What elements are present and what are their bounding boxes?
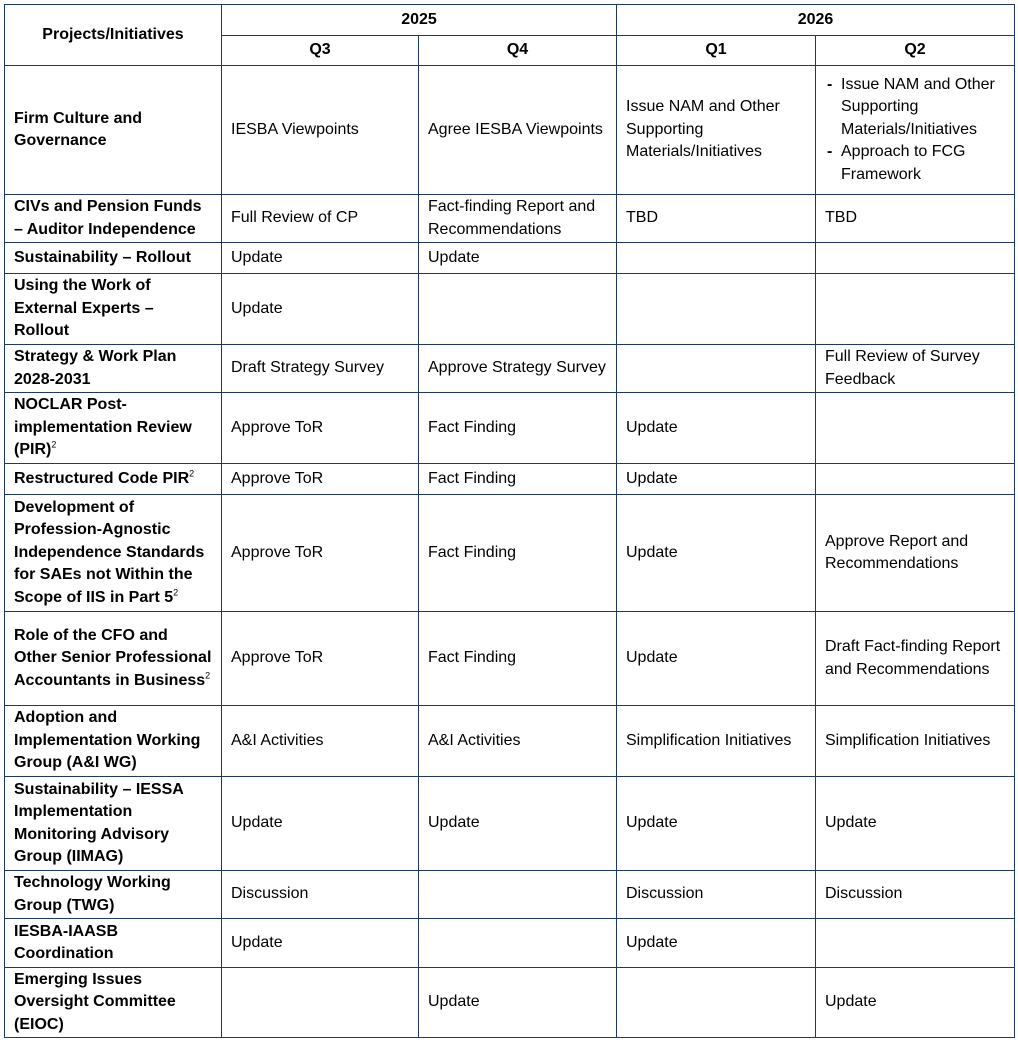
q2-2026-cell: TBD: [816, 195, 1015, 243]
table-row: [5, 393, 1015, 464]
project-name: Using the Work of External Experts – Rollout: [5, 274, 222, 345]
table-row: [5, 968, 1015, 1038]
q4-2025-cell: [419, 871, 617, 919]
q3-2025-cell: IESBA Viewpoints: [222, 66, 419, 195]
q2-2026-cell: Simplification Initiatives: [816, 706, 1015, 777]
q1-2026-cell: [617, 968, 816, 1038]
header-row-years: [5, 5, 1015, 36]
q1-2026-cell: Update: [617, 393, 816, 464]
q3-2025-cell: A&I Activities: [222, 706, 419, 777]
q2-2026-cell: [816, 66, 1015, 195]
table-row: [5, 495, 1015, 612]
project-name: Technology Working Group (TWG): [5, 871, 222, 919]
project-name: [5, 464, 222, 495]
q3-2025-cell: Update: [222, 243, 419, 274]
table-row: [5, 706, 1015, 777]
project-name: [5, 495, 222, 612]
q3-2025-cell: Update: [222, 919, 419, 968]
table-row: [5, 243, 1015, 274]
q4-2025-cell: Update: [419, 777, 617, 871]
q2-2026-cell: Full Review of Survey Feedback: [816, 345, 1015, 393]
projects-header: Projects/Initiatives: [5, 5, 222, 66]
table-row: [5, 195, 1015, 243]
project-name: Sustainability – IESSA Implementation Monitoring Advisory Group (IIMAG): [5, 777, 222, 871]
project-name: Strategy & Work Plan 2028-2031: [5, 345, 222, 393]
list-item: - Issue NAM and Other Supporting Materials/Initiatives: [825, 74, 1005, 142]
footnote-marker: 2: [173, 587, 179, 598]
q2-2026-cell: Draft Fact-finding Report and Recommendations: [816, 612, 1015, 706]
q3-2025-cell: Full Review of CP: [222, 195, 419, 243]
q4-2025-header: Q4: [419, 36, 617, 66]
q2-2026-cell: [816, 274, 1015, 345]
table-row: [5, 919, 1015, 968]
q1-2026-cell: Update: [617, 495, 816, 612]
q4-2025-cell: [419, 274, 617, 345]
q2-2026-list: [825, 74, 1005, 187]
q1-2026-cell: Update: [617, 464, 816, 495]
q1-2026-cell: [617, 274, 816, 345]
q4-2025-cell: A&I Activities: [419, 706, 617, 777]
q3-2025-cell: Discussion: [222, 871, 419, 919]
q4-2025-cell: Fact Finding: [419, 495, 617, 612]
q1-2026-cell: Update: [617, 777, 816, 871]
q2-2026-cell: [816, 919, 1015, 968]
q1-2026-cell: TBD: [617, 195, 816, 243]
q1-2026-cell: Discussion: [617, 871, 816, 919]
q2-2026-cell: [816, 393, 1015, 464]
q2-2026-cell: [816, 464, 1015, 495]
q2-2026-cell: Update: [816, 777, 1015, 871]
q4-2025-cell: Fact Finding: [419, 393, 617, 464]
q2-2026-header: Q2: [816, 36, 1015, 66]
project-name: CIVs and Pension Funds – Auditor Independence: [5, 195, 222, 243]
q2-2026-cell: Update: [816, 968, 1015, 1038]
q2-2026-cell: Discussion: [816, 871, 1015, 919]
footnote-marker: 2: [205, 670, 211, 681]
project-name: [5, 393, 222, 464]
q1-2026-cell: Issue NAM and Other Supporting Materials/Initiatives: [617, 66, 816, 195]
q3-2025-cell: [222, 968, 419, 1038]
q2-2026-cell: Approve Report and Recommendations: [816, 495, 1015, 612]
project-name-text: Restructured Code PIR: [14, 469, 190, 487]
work-plan-table: [4, 4, 1015, 1038]
q2-2026-cell: [816, 243, 1015, 274]
q3-2025-header: Q3: [222, 36, 419, 66]
project-name: Emerging Issues Oversight Committee (EIOC): [5, 968, 222, 1038]
q1-2026-cell: [617, 243, 816, 274]
q3-2025-cell: Approve ToR: [222, 612, 419, 706]
table-row: [5, 274, 1015, 345]
footnote-marker: 2: [189, 468, 195, 479]
q1-2026-cell: [617, 345, 816, 393]
year-2026-header: 2026: [617, 5, 1015, 36]
table-row: [5, 871, 1015, 919]
q3-2025-cell: Approve ToR: [222, 464, 419, 495]
footnote-marker: 2: [51, 439, 57, 450]
q4-2025-cell: Fact Finding: [419, 464, 617, 495]
q1-2026-cell: Update: [617, 919, 816, 968]
q4-2025-cell: Update: [419, 968, 617, 1038]
list-item: - Approach to FCG Framework: [825, 141, 1005, 186]
project-name: Firm Culture and Governance: [5, 66, 222, 195]
q1-2026-header: Q1: [617, 36, 816, 66]
year-2025-header: 2025: [222, 5, 617, 36]
project-name-text: Role of the CFO and Other Senior Professional Accountants in Business: [14, 626, 212, 689]
table-row: [5, 464, 1015, 495]
q3-2025-cell: Approve ToR: [222, 393, 419, 464]
project-name: Sustainability – Rollout: [5, 243, 222, 274]
q3-2025-cell: Draft Strategy Survey: [222, 345, 419, 393]
q4-2025-cell: Agree IESBA Viewpoints: [419, 66, 617, 195]
q1-2026-cell: Update: [617, 612, 816, 706]
q4-2025-cell: Approve Strategy Survey: [419, 345, 617, 393]
table-row: [5, 345, 1015, 393]
q4-2025-cell: Fact-finding Report and Recommendations: [419, 195, 617, 243]
table-row: [5, 612, 1015, 706]
project-name: [5, 612, 222, 706]
table-row: [5, 66, 1015, 195]
q1-2026-cell: Simplification Initiatives: [617, 706, 816, 777]
q3-2025-cell: Update: [222, 777, 419, 871]
q3-2025-cell: Update: [222, 274, 419, 345]
project-name-text: Development of Profession-Agnostic Independence Standards for SAEs not Within the Scope of IIS in Part 5: [14, 498, 205, 606]
table-row: [5, 777, 1015, 871]
project-name-text: NOCLAR Post-implementation Review (PIR): [14, 396, 192, 459]
q4-2025-cell: [419, 919, 617, 968]
project-name: Adoption and Implementation Working Group (A&I WG): [5, 706, 222, 777]
project-name: IESBA-IAASB Coordination: [5, 919, 222, 968]
q3-2025-cell: Approve ToR: [222, 495, 419, 612]
q4-2025-cell: Update: [419, 243, 617, 274]
q4-2025-cell: Fact Finding: [419, 612, 617, 706]
